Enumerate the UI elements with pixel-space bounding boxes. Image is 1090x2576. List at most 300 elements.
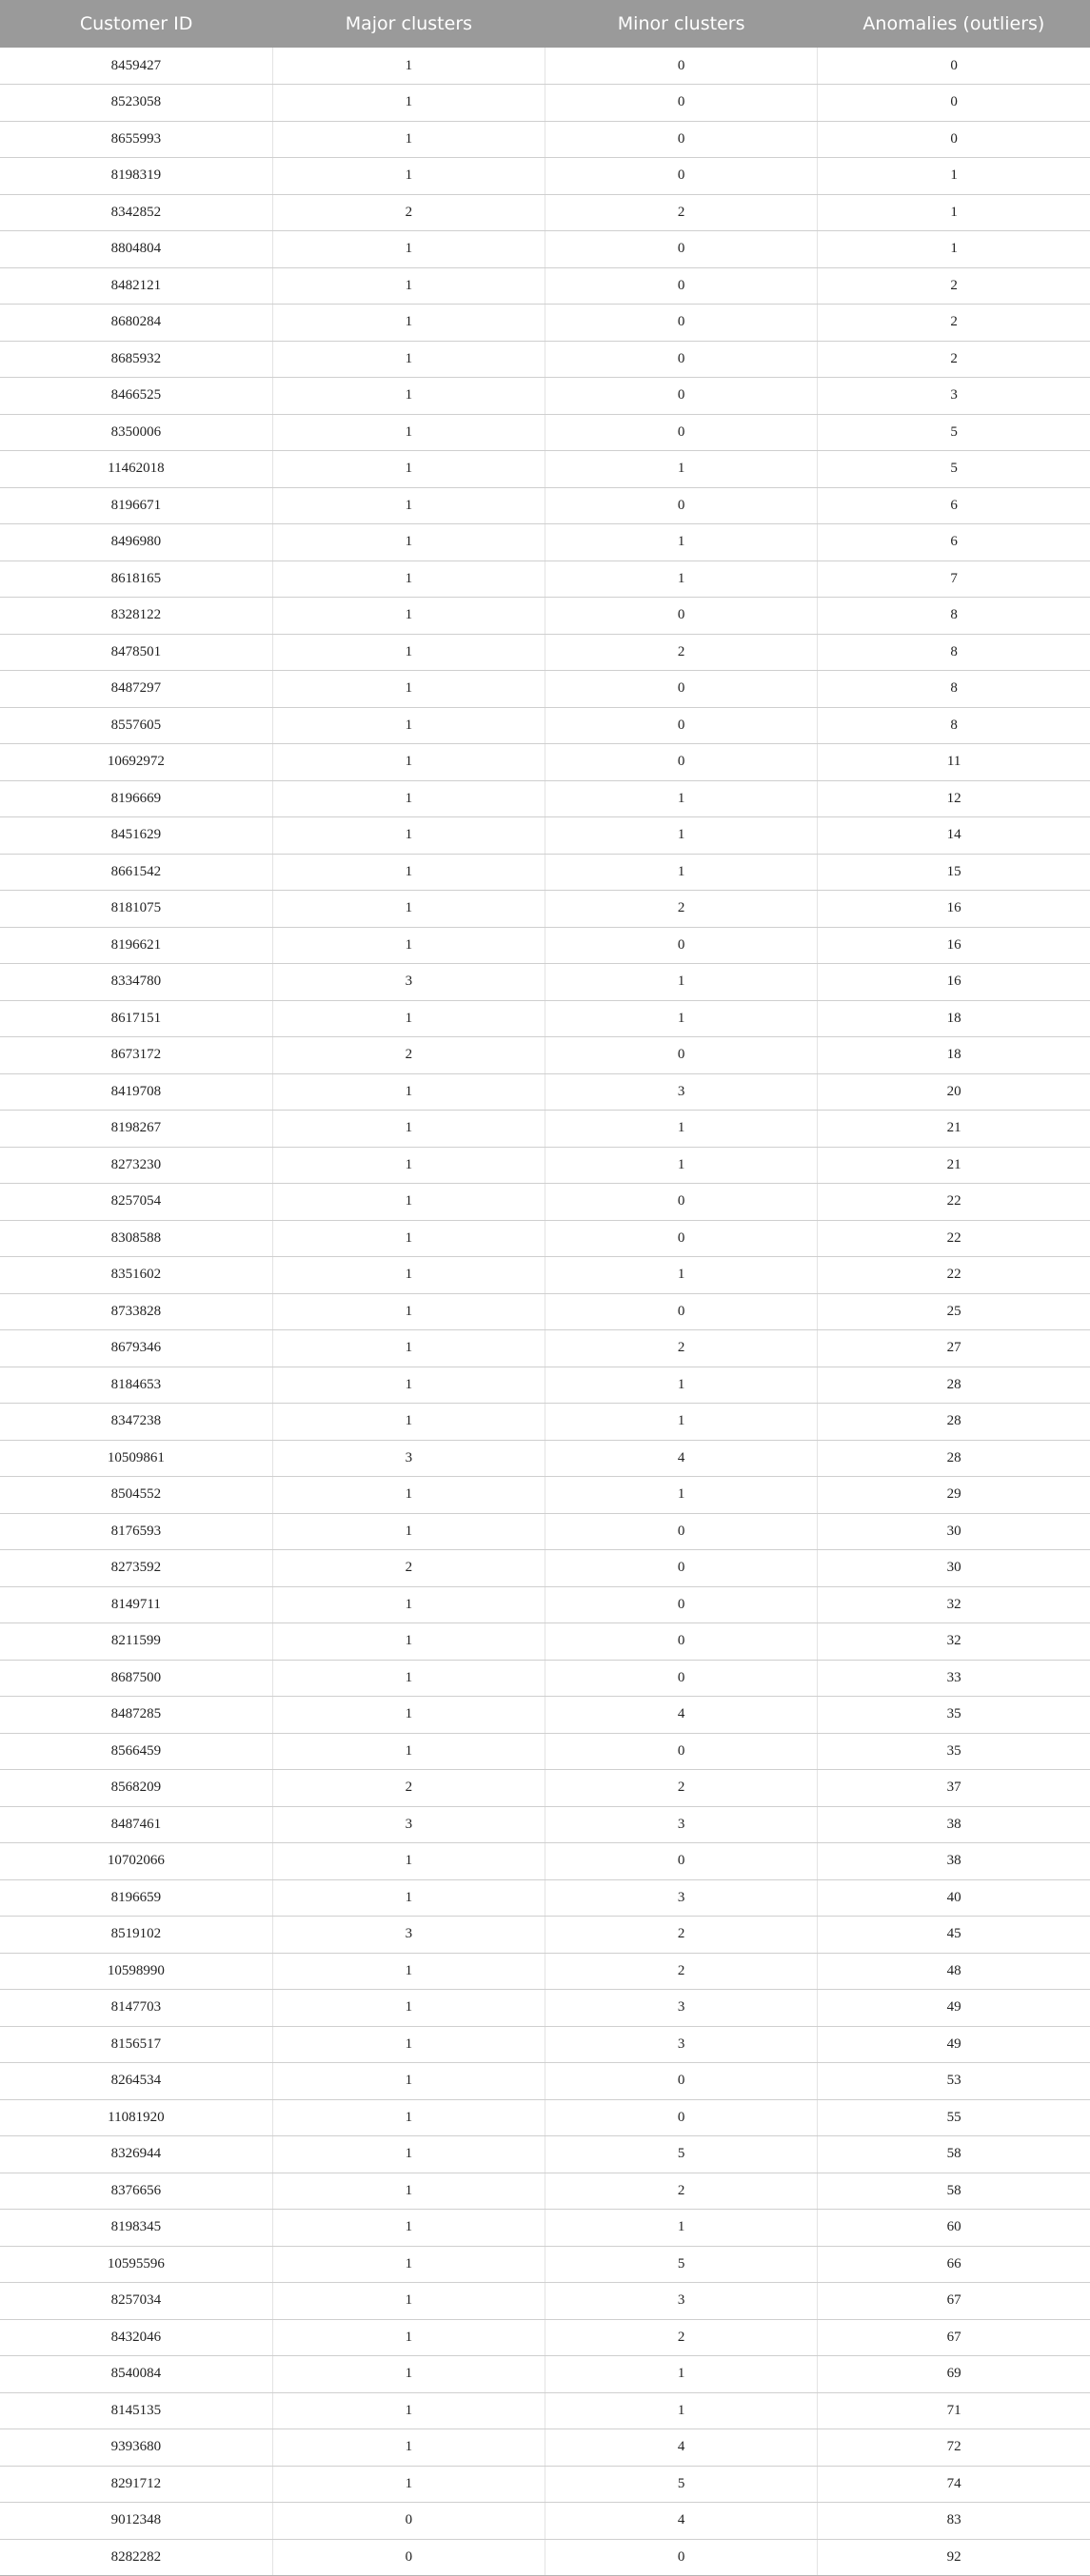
cell-minor-clusters: 3	[545, 1806, 818, 1843]
cell-customer-id: 8566459	[0, 1733, 272, 1770]
cell-customer-id: 8328122	[0, 598, 272, 635]
table-row	[0, 1440, 1090, 1477]
table-row	[0, 1404, 1090, 1441]
cell-anomalies: 16	[818, 927, 1090, 964]
cell-minor-clusters: 1	[545, 1257, 818, 1294]
cell-major-clusters: 1	[272, 1147, 545, 1184]
table-row	[0, 48, 1090, 85]
cell-minor-clusters: 4	[545, 1440, 818, 1477]
cell-major-clusters: 1	[272, 1220, 545, 1257]
cell-customer-id: 8196669	[0, 780, 272, 817]
cell-anomalies: 28	[818, 1367, 1090, 1404]
cell-customer-id: 8687500	[0, 1660, 272, 1697]
cell-major-clusters: 1	[272, 2173, 545, 2210]
cell-minor-clusters: 0	[545, 414, 818, 451]
cell-major-clusters: 1	[272, 1586, 545, 1623]
cell-major-clusters: 1	[272, 1623, 545, 1661]
table-row	[0, 1733, 1090, 1770]
cell-anomalies: 83	[818, 2503, 1090, 2540]
cell-customer-id: 8196621	[0, 927, 272, 964]
table-row	[0, 2063, 1090, 2100]
header-customer-id: Customer ID	[0, 0, 272, 48]
cell-minor-clusters: 1	[545, 780, 818, 817]
cell-anomalies: 22	[818, 1257, 1090, 1294]
header-major-clusters: Major clusters	[272, 0, 545, 48]
cell-minor-clusters: 1	[545, 2392, 818, 2429]
cell-major-clusters: 1	[272, 1184, 545, 1221]
cell-minor-clusters: 2	[545, 2319, 818, 2356]
cell-customer-id: 8478501	[0, 634, 272, 671]
cell-customer-id: 8680284	[0, 305, 272, 342]
cell-major-clusters: 3	[272, 1440, 545, 1477]
cell-minor-clusters: 2	[545, 1770, 818, 1807]
cell-anomalies: 60	[818, 2210, 1090, 2247]
cell-customer-id: 8145135	[0, 2392, 272, 2429]
table-row	[0, 2356, 1090, 2393]
table-row	[0, 451, 1090, 488]
cell-major-clusters: 1	[272, 2392, 545, 2429]
cell-customer-id: 8540084	[0, 2356, 272, 2393]
cell-major-clusters: 1	[272, 1257, 545, 1294]
header-row	[0, 0, 1090, 48]
cell-customer-id: 8618165	[0, 560, 272, 598]
cell-major-clusters: 1	[272, 744, 545, 781]
cell-minor-clusters: 1	[545, 1000, 818, 1037]
cell-minor-clusters: 4	[545, 1697, 818, 1734]
table-row	[0, 267, 1090, 305]
cell-anomalies: 22	[818, 1220, 1090, 1257]
cell-minor-clusters: 2	[545, 1953, 818, 1990]
table-row	[0, 1697, 1090, 1734]
cell-customer-id: 8198319	[0, 158, 272, 195]
table-row	[0, 231, 1090, 268]
cell-anomalies: 1	[818, 194, 1090, 231]
table-row	[0, 1990, 1090, 2027]
cell-anomalies: 8	[818, 707, 1090, 744]
cell-anomalies: 18	[818, 1037, 1090, 1074]
cell-minor-clusters: 0	[545, 1220, 818, 1257]
cell-anomalies: 48	[818, 1953, 1090, 1990]
cell-anomalies: 7	[818, 560, 1090, 598]
cell-anomalies: 21	[818, 1147, 1090, 1184]
cell-major-clusters: 1	[272, 1293, 545, 1330]
cell-major-clusters: 1	[272, 2099, 545, 2136]
cell-minor-clusters: 2	[545, 1917, 818, 1954]
cell-major-clusters: 1	[272, 1000, 545, 1037]
cell-anomalies: 6	[818, 524, 1090, 561]
cell-anomalies: 2	[818, 341, 1090, 378]
cell-minor-clusters: 1	[545, 817, 818, 855]
table-row	[0, 1293, 1090, 1330]
cell-customer-id: 8685932	[0, 341, 272, 378]
cell-customer-id: 8147703	[0, 1990, 272, 2027]
cell-anomalies: 27	[818, 1330, 1090, 1367]
cell-customer-id: 9393680	[0, 2429, 272, 2467]
cell-anomalies: 49	[818, 1990, 1090, 2027]
cell-minor-clusters: 3	[545, 1990, 818, 2027]
cell-minor-clusters: 0	[545, 1843, 818, 1880]
cell-customer-id: 8326944	[0, 2136, 272, 2173]
table-row	[0, 1257, 1090, 1294]
cell-customer-id: 8482121	[0, 267, 272, 305]
table-row	[0, 194, 1090, 231]
cell-major-clusters: 1	[272, 378, 545, 415]
cell-major-clusters: 1	[272, 524, 545, 561]
cell-customer-id: 8198345	[0, 2210, 272, 2247]
cell-major-clusters: 1	[272, 1879, 545, 1917]
cell-customer-id: 8487285	[0, 1697, 272, 1734]
table-row	[0, 560, 1090, 598]
table-body	[0, 48, 1090, 2576]
cell-anomalies: 2	[818, 305, 1090, 342]
cell-customer-id: 8264534	[0, 2063, 272, 2100]
cell-minor-clusters: 0	[545, 1550, 818, 1587]
cell-anomalies: 0	[818, 85, 1090, 122]
cell-minor-clusters: 0	[545, 487, 818, 524]
table-row	[0, 121, 1090, 158]
cell-anomalies: 18	[818, 1000, 1090, 1037]
cell-anomalies: 45	[818, 1917, 1090, 1954]
cell-anomalies: 1	[818, 231, 1090, 268]
cell-anomalies: 8	[818, 598, 1090, 635]
cell-anomalies: 66	[818, 2246, 1090, 2283]
cell-anomalies: 20	[818, 1073, 1090, 1111]
cell-minor-clusters: 1	[545, 854, 818, 891]
cell-minor-clusters: 0	[545, 2099, 818, 2136]
cell-anomalies: 12	[818, 780, 1090, 817]
cell-minor-clusters: 0	[545, 598, 818, 635]
cell-major-clusters: 1	[272, 1073, 545, 1111]
cell-major-clusters: 1	[272, 2319, 545, 2356]
cell-customer-id: 10598990	[0, 1953, 272, 1990]
cell-minor-clusters: 0	[545, 305, 818, 342]
cell-minor-clusters: 1	[545, 560, 818, 598]
cell-minor-clusters: 0	[545, 158, 818, 195]
table-row	[0, 85, 1090, 122]
cell-minor-clusters: 0	[545, 2539, 818, 2576]
cell-minor-clusters: 2	[545, 2173, 818, 2210]
cell-major-clusters: 1	[272, 2429, 545, 2467]
cell-major-clusters: 1	[272, 121, 545, 158]
cell-customer-id: 8196671	[0, 487, 272, 524]
table-row	[0, 1111, 1090, 1148]
table-row	[0, 524, 1090, 561]
cell-minor-clusters: 2	[545, 891, 818, 928]
table-row	[0, 1037, 1090, 1074]
cell-customer-id: 8419708	[0, 1073, 272, 1111]
table-row	[0, 1477, 1090, 1514]
cell-major-clusters: 1	[272, 305, 545, 342]
cell-minor-clusters: 0	[545, 231, 818, 268]
cell-major-clusters: 1	[272, 451, 545, 488]
cell-minor-clusters: 5	[545, 2136, 818, 2173]
cell-customer-id: 8257054	[0, 1184, 272, 1221]
cell-minor-clusters: 1	[545, 1111, 818, 1148]
cell-minor-clusters: 3	[545, 1879, 818, 1917]
cell-customer-id: 8176593	[0, 1513, 272, 1550]
header-anomalies: Anomalies (outliers)	[818, 0, 1090, 48]
table-row	[0, 158, 1090, 195]
cell-customer-id: 8342852	[0, 194, 272, 231]
cell-major-clusters: 3	[272, 1917, 545, 1954]
cell-anomalies: 0	[818, 121, 1090, 158]
cell-major-clusters: 1	[272, 634, 545, 671]
cell-minor-clusters: 3	[545, 1073, 818, 1111]
cell-customer-id: 8184653	[0, 1367, 272, 1404]
cell-minor-clusters: 0	[545, 1623, 818, 1661]
cell-minor-clusters: 2	[545, 194, 818, 231]
cell-customer-id: 8196659	[0, 1879, 272, 1917]
cell-customer-id: 8211599	[0, 1623, 272, 1661]
cell-anomalies: 72	[818, 2429, 1090, 2467]
cell-major-clusters: 1	[272, 854, 545, 891]
cell-anomalies: 38	[818, 1806, 1090, 1843]
cell-minor-clusters: 0	[545, 927, 818, 964]
cell-customer-id: 8451629	[0, 817, 272, 855]
cell-customer-id: 8273592	[0, 1550, 272, 1587]
table-row	[0, 2466, 1090, 2503]
cell-major-clusters: 1	[272, 414, 545, 451]
cell-major-clusters: 1	[272, 2356, 545, 2393]
cell-customer-id: 9012348	[0, 2503, 272, 2540]
cell-major-clusters: 3	[272, 1806, 545, 1843]
cell-major-clusters: 1	[272, 2283, 545, 2320]
cell-minor-clusters: 1	[545, 451, 818, 488]
cell-customer-id: 8661542	[0, 854, 272, 891]
cell-major-clusters: 2	[272, 194, 545, 231]
cell-major-clusters: 1	[272, 1953, 545, 1990]
cell-minor-clusters: 0	[545, 121, 818, 158]
cell-customer-id: 8156517	[0, 2026, 272, 2063]
cell-customer-id: 8568209	[0, 1770, 272, 1807]
cell-customer-id: 10595596	[0, 2246, 272, 2283]
cell-major-clusters: 1	[272, 48, 545, 85]
cell-minor-clusters: 1	[545, 2210, 818, 2247]
cell-customer-id: 10692972	[0, 744, 272, 781]
cell-customer-id: 8487297	[0, 671, 272, 708]
table-row	[0, 707, 1090, 744]
header-minor-clusters: Minor clusters	[545, 0, 818, 48]
cell-anomalies: 28	[818, 1404, 1090, 1441]
cell-minor-clusters: 0	[545, 707, 818, 744]
cell-major-clusters: 1	[272, 2210, 545, 2247]
table-row	[0, 2099, 1090, 2136]
table-row	[0, 854, 1090, 891]
cell-minor-clusters: 0	[545, 341, 818, 378]
cell-major-clusters: 1	[272, 927, 545, 964]
table-row	[0, 1147, 1090, 1184]
cell-anomalies: 30	[818, 1550, 1090, 1587]
cell-minor-clusters: 2	[545, 634, 818, 671]
cell-anomalies: 92	[818, 2539, 1090, 2576]
table-row	[0, 2503, 1090, 2540]
table-row	[0, 1660, 1090, 1697]
cell-major-clusters: 1	[272, 1111, 545, 1148]
cell-major-clusters: 1	[272, 158, 545, 195]
cell-minor-clusters: 3	[545, 2026, 818, 2063]
cell-anomalies: 67	[818, 2319, 1090, 2356]
cell-anomalies: 71	[818, 2392, 1090, 2429]
cell-anomalies: 16	[818, 891, 1090, 928]
cell-customer-id: 10702066	[0, 1843, 272, 1880]
table-row	[0, 1843, 1090, 1880]
cell-minor-clusters: 5	[545, 2466, 818, 2503]
table-row	[0, 305, 1090, 342]
cell-customer-id: 8149711	[0, 1586, 272, 1623]
cell-anomalies: 25	[818, 1293, 1090, 1330]
cell-major-clusters: 1	[272, 671, 545, 708]
table-row	[0, 1000, 1090, 1037]
cell-customer-id: 8257034	[0, 2283, 272, 2320]
table-row	[0, 634, 1090, 671]
cell-major-clusters: 1	[272, 1990, 545, 2027]
cell-major-clusters: 0	[272, 2539, 545, 2576]
table-header	[0, 0, 1090, 48]
table-row	[0, 2026, 1090, 2063]
table-row	[0, 2392, 1090, 2429]
cell-major-clusters: 1	[272, 1477, 545, 1514]
cell-minor-clusters: 0	[545, 1293, 818, 1330]
cell-major-clusters: 1	[272, 560, 545, 598]
table-row	[0, 1184, 1090, 1221]
cell-anomalies: 5	[818, 451, 1090, 488]
table-row	[0, 598, 1090, 635]
table-row	[0, 927, 1090, 964]
cell-major-clusters: 1	[272, 1697, 545, 1734]
cell-major-clusters: 1	[272, 267, 545, 305]
cell-minor-clusters: 0	[545, 1586, 818, 1623]
cell-customer-id: 8733828	[0, 1293, 272, 1330]
table-row	[0, 1586, 1090, 1623]
table-row	[0, 1550, 1090, 1587]
cell-minor-clusters: 1	[545, 1477, 818, 1514]
table-row	[0, 1917, 1090, 1954]
cell-anomalies: 1	[818, 158, 1090, 195]
cell-customer-id: 8679346	[0, 1330, 272, 1367]
table-row	[0, 1623, 1090, 1661]
cell-anomalies: 38	[818, 1843, 1090, 1880]
table-row	[0, 2246, 1090, 2283]
cell-minor-clusters: 1	[545, 1147, 818, 1184]
cell-customer-id: 8291712	[0, 2466, 272, 2503]
cell-anomalies: 32	[818, 1586, 1090, 1623]
cell-minor-clusters: 1	[545, 524, 818, 561]
cell-anomalies: 35	[818, 1697, 1090, 1734]
cell-anomalies: 58	[818, 2136, 1090, 2173]
cell-customer-id: 8350006	[0, 414, 272, 451]
cell-minor-clusters: 1	[545, 2356, 818, 2393]
cell-anomalies: 29	[818, 1477, 1090, 1514]
cell-major-clusters: 1	[272, 1733, 545, 1770]
table-row	[0, 378, 1090, 415]
cell-major-clusters: 1	[272, 598, 545, 635]
cell-customer-id: 8673172	[0, 1037, 272, 1074]
table-row	[0, 341, 1090, 378]
cell-anomalies: 55	[818, 2099, 1090, 2136]
cell-minor-clusters: 1	[545, 1367, 818, 1404]
cell-major-clusters: 1	[272, 1513, 545, 1550]
table-row	[0, 817, 1090, 855]
cell-minor-clusters: 0	[545, 1184, 818, 1221]
cell-anomalies: 21	[818, 1111, 1090, 1148]
cell-anomalies: 16	[818, 964, 1090, 1001]
cell-customer-id: 8334780	[0, 964, 272, 1001]
cell-major-clusters: 2	[272, 1037, 545, 1074]
cell-major-clusters: 1	[272, 487, 545, 524]
cell-customer-id: 8466525	[0, 378, 272, 415]
table-row	[0, 891, 1090, 928]
cell-customer-id: 8347238	[0, 1404, 272, 1441]
cell-minor-clusters: 0	[545, 48, 818, 85]
cell-anomalies: 74	[818, 2466, 1090, 2503]
table-row	[0, 1220, 1090, 1257]
cell-customer-id: 8496980	[0, 524, 272, 561]
cell-minor-clusters: 4	[545, 2503, 818, 2540]
cell-anomalies: 14	[818, 817, 1090, 855]
cell-customer-id: 10509861	[0, 1440, 272, 1477]
cell-major-clusters: 1	[272, 2136, 545, 2173]
cell-anomalies: 33	[818, 1660, 1090, 1697]
cell-major-clusters: 1	[272, 231, 545, 268]
cell-anomalies: 22	[818, 1184, 1090, 1221]
table-row	[0, 1879, 1090, 1917]
cell-major-clusters: 1	[272, 780, 545, 817]
cell-customer-id: 8376656	[0, 2173, 272, 2210]
cell-customer-id: 8432046	[0, 2319, 272, 2356]
table-row	[0, 414, 1090, 451]
cell-anomalies: 8	[818, 634, 1090, 671]
cell-minor-clusters: 0	[545, 1660, 818, 1697]
cell-anomalies: 8	[818, 671, 1090, 708]
cell-anomalies: 0	[818, 48, 1090, 85]
table-row	[0, 964, 1090, 1001]
cell-anomalies: 32	[818, 1623, 1090, 1661]
cell-anomalies: 40	[818, 1879, 1090, 1917]
cell-anomalies: 2	[818, 267, 1090, 305]
cell-minor-clusters: 0	[545, 1513, 818, 1550]
cell-customer-id: 8198267	[0, 1111, 272, 1148]
cell-anomalies: 58	[818, 2173, 1090, 2210]
cell-major-clusters: 1	[272, 2466, 545, 2503]
table-row	[0, 2136, 1090, 2173]
cell-customer-id: 8273230	[0, 1147, 272, 1184]
cell-anomalies: 6	[818, 487, 1090, 524]
cell-anomalies: 53	[818, 2063, 1090, 2100]
table-row	[0, 1770, 1090, 1807]
table-row	[0, 1073, 1090, 1111]
cell-anomalies: 37	[818, 1770, 1090, 1807]
cell-major-clusters: 1	[272, 1404, 545, 1441]
cell-customer-id: 8459427	[0, 48, 272, 85]
table-row	[0, 2173, 1090, 2210]
cell-customer-id: 11081920	[0, 2099, 272, 2136]
cell-major-clusters: 1	[272, 2026, 545, 2063]
table-row	[0, 744, 1090, 781]
cell-customer-id: 8523058	[0, 85, 272, 122]
cell-customer-id: 8487461	[0, 1806, 272, 1843]
cell-minor-clusters: 4	[545, 2429, 818, 2467]
cell-minor-clusters: 2	[545, 1330, 818, 1367]
cell-minor-clusters: 0	[545, 85, 818, 122]
cell-anomalies: 3	[818, 378, 1090, 415]
table-row	[0, 1330, 1090, 1367]
cell-anomalies: 67	[818, 2283, 1090, 2320]
table-row	[0, 1806, 1090, 1843]
cell-minor-clusters: 0	[545, 378, 818, 415]
cell-anomalies: 11	[818, 744, 1090, 781]
cell-customer-id: 11462018	[0, 451, 272, 488]
cell-minor-clusters: 1	[545, 1404, 818, 1441]
